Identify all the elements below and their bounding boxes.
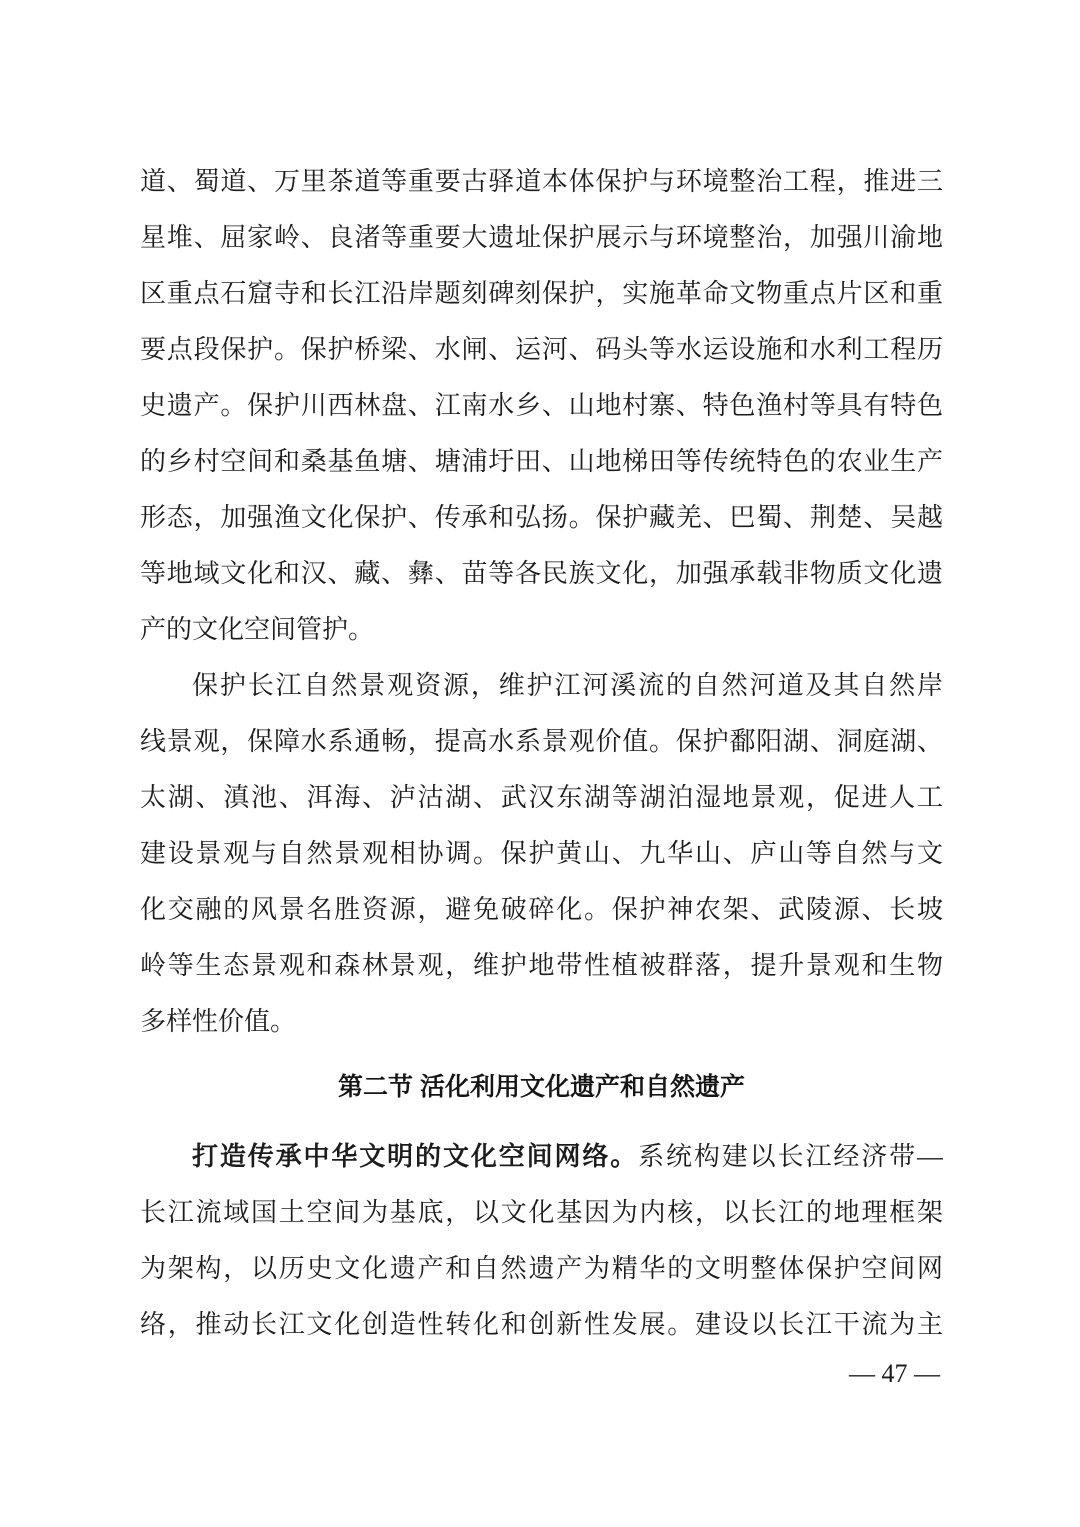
body-line: 络，推动长江文化创造性转化和创新性发展。建设以长江干流为主 (140, 1310, 943, 1339)
body-line-paragraph-end: 产的文化空间管护。 (140, 615, 375, 644)
body-line: 岭等生态景观和森林景观，维护地带性植被群落，提升景观和生物 (140, 951, 943, 980)
body-line: 星堆、屈家岭、良渚等重要大遗址保护展示与环境整治，加强川渝地 (140, 223, 943, 252)
body-line: 长江流域国土空间为基底，以文化基因为内核，以长江的地理框架 (140, 1198, 943, 1227)
body-line: 线景观，保障水系通畅，提高水系景观价值。保护鄱阳湖、洞庭湖、 (140, 727, 943, 756)
body-line (140, 1129, 943, 1185)
body-line: 等地域文化和汉、藏、彝、苗等各民族文化，加强承载非物质文化遗 (140, 559, 943, 588)
body-line: 的乡村空间和桑基鱼塘、塘浦圩田、山地梯田等传统特色的农业生产 (140, 447, 943, 476)
body-line-paragraph-end: 多样性价值。 (140, 1007, 297, 1036)
body-line: 史遗产。保护川西林盘、江南水乡、山地村寨、特色渔村等具有特色 (140, 391, 943, 420)
lead-sentence-bold: 打造传承中华文明的文化空间网络。 (192, 1142, 639, 1171)
body-line: 区重点石窟寺和长江沿岸题刻碑刻保护，实施革命文物重点片区和重 (140, 279, 943, 308)
body-line: 为架构，以历史文化遗产和自然遗产为精华的文明整体保护空间网 (140, 1254, 943, 1283)
body-line: 道、蜀道、万里茶道等重要古驿道本体保护与环境整治工程，推进三 (140, 167, 943, 196)
lead-line-rest: 系统构建以长江经济带— (638, 1142, 943, 1171)
body-line: 形态，加强渔文化保护、传承和弘扬。保护藏羌、巴蜀、荆楚、吴越 (140, 503, 943, 532)
page-number: — 47 — (849, 1359, 940, 1388)
body-line: 化交融的风景名胜资源，避免破碎化。保护神农架、武陵源、长坡 (140, 895, 943, 924)
section-heading: 第二节 活化利用文化遗产和自然遗产 (338, 1073, 745, 1101)
document-body (140, 154, 943, 1353)
body-line: 保护长江自然景观资源，维护江河溪流的自然河道及其自然岸 (192, 671, 943, 700)
body-line: 建设景观与自然景观相协调。保护黄山、九华山、庐山等自然与文 (140, 839, 943, 868)
body-line: 太湖、滇池、洱海、泸沽湖、武汉东湖等湖泊湿地景观，促进人工 (140, 783, 943, 812)
body-line: 要点段保护。保护桥梁、水闸、运河、码头等水运设施和水利工程历 (140, 335, 943, 364)
